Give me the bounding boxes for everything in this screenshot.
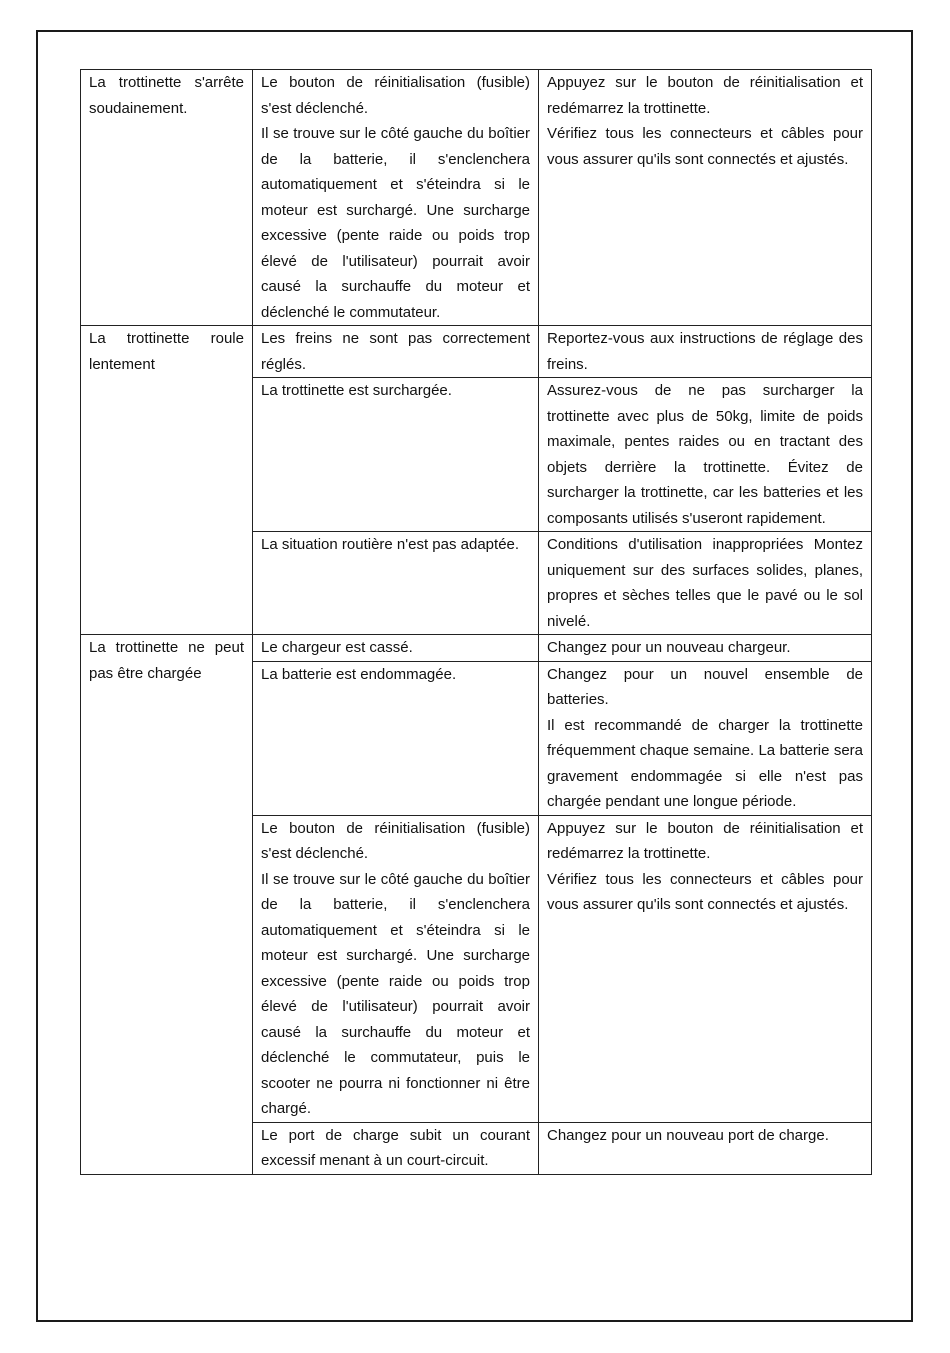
cause-text: Le port de charge subit un courant excessif menant à un court-circuit. <box>261 1126 530 1169</box>
cause-cell <box>253 661 539 815</box>
solution-text: Vérifiez tous les connecteurs et câbles pour vous assurer qu'ils sont connectés et ajustés. <box>547 870 863 913</box>
problem-cell: La trottinette roule lentement <box>81 326 253 635</box>
solution-text: Il est recommandé de charger la trottinette fréquemment chaque semaine. La batterie sera gravement endommagée si elle n'est pas chargée pendant une longue période. <box>547 716 863 810</box>
troubleshooting-table <box>80 69 872 1175</box>
cause-text: Le bouton de réinitialisation (fusible) s'est déclenché. <box>261 74 530 117</box>
cause-text: La trottinette est surchargée. <box>261 382 452 399</box>
problem-cell: La trottinette ne peut pas être chargée <box>81 635 253 1175</box>
cause-text: Il se trouve sur le côté gauche du boîtier de la batterie, il s'enclenchera automatiquement et s'éteindra si le moteur est surchargé. Une surcharge excessive (pente raide ou poids trop élevé de l'utilisateur) pourrait avoir causé la surchauffe du moteur et déclenché le commutateur. <box>261 125 530 321</box>
solution-cell <box>539 378 872 532</box>
solution-cell <box>539 326 872 378</box>
cause-text: La batterie est endommagée. <box>261 665 457 683</box>
cause-cell <box>253 815 539 1122</box>
cause-text: Les freins ne sont pas correctement réglés. <box>261 330 530 373</box>
cause-text: Il se trouve sur le côté gauche du boîtier de la batterie, il s'enclenchera automatiquement et s'éteindra si le moteur est surchargé. Une surcharge excessive (pente raide ou poids trop élevé de l'utilisateur) pourrait avoir causé la surchauffe du moteur et déclenché le commutateur, puis le scooter ne pourra ni fonctionner ni être chargé. <box>261 870 530 1117</box>
cause-text: La situation routière n'est pas adaptée. <box>261 536 520 553</box>
solution-cell <box>539 1122 872 1174</box>
solution-text: Conditions d'utilisation inappropriées Montez uniquement sur des surfaces solides, planes, propres et sèches telles que le pavé ou le sol nivelé. <box>547 536 863 630</box>
cause-cell <box>253 326 539 378</box>
table-row <box>81 70 872 326</box>
cause-cell <box>253 378 539 532</box>
cause-text: Le bouton de réinitialisation (fusible) s'est déclenché. <box>261 819 530 862</box>
solution-text: Appuyez sur le bouton de réinitialisation et redémarrez la trottinette. <box>547 819 863 862</box>
solution-text: Assurez-vous de ne pas surcharger la trottinette avec plus de 50kg, limite de poids maximale, pentes raides ou en tractant des objets derrière la trottinette. Évitez de surcharger la trottinette, car les batteries et les composants utilisés s'useront rapidement. <box>547 382 863 527</box>
solution-cell <box>539 815 872 1122</box>
cause-cell <box>253 532 539 635</box>
solution-text: Appuyez sur le bouton de réinitialisation et redémarrez la trottinette. <box>547 74 863 117</box>
solution-cell <box>539 635 872 662</box>
solution-text: Changez pour un nouvel ensemble de batteries. <box>547 665 863 708</box>
cause-text: Le chargeur est cassé. <box>261 639 413 656</box>
cause-cell <box>253 635 539 662</box>
problem-cell: La trottinette s'arrête soudainement. <box>81 70 253 326</box>
solution-text: Changez pour un nouveau port de charge. <box>547 1126 829 1144</box>
solution-text: Reportez-vous aux instructions de réglage des freins. <box>547 330 863 373</box>
cause-cell <box>253 1122 539 1174</box>
cause-cell <box>253 70 539 326</box>
solution-text: Changez pour un nouveau chargeur. <box>547 639 791 656</box>
table-row <box>81 635 872 662</box>
table-row <box>81 326 872 378</box>
solution-cell <box>539 532 872 635</box>
solution-cell <box>539 70 872 326</box>
solution-cell <box>539 661 872 815</box>
solution-text: Vérifiez tous les connecteurs et câbles pour vous assurer qu'ils sont connectés et ajustés. <box>547 125 863 168</box>
